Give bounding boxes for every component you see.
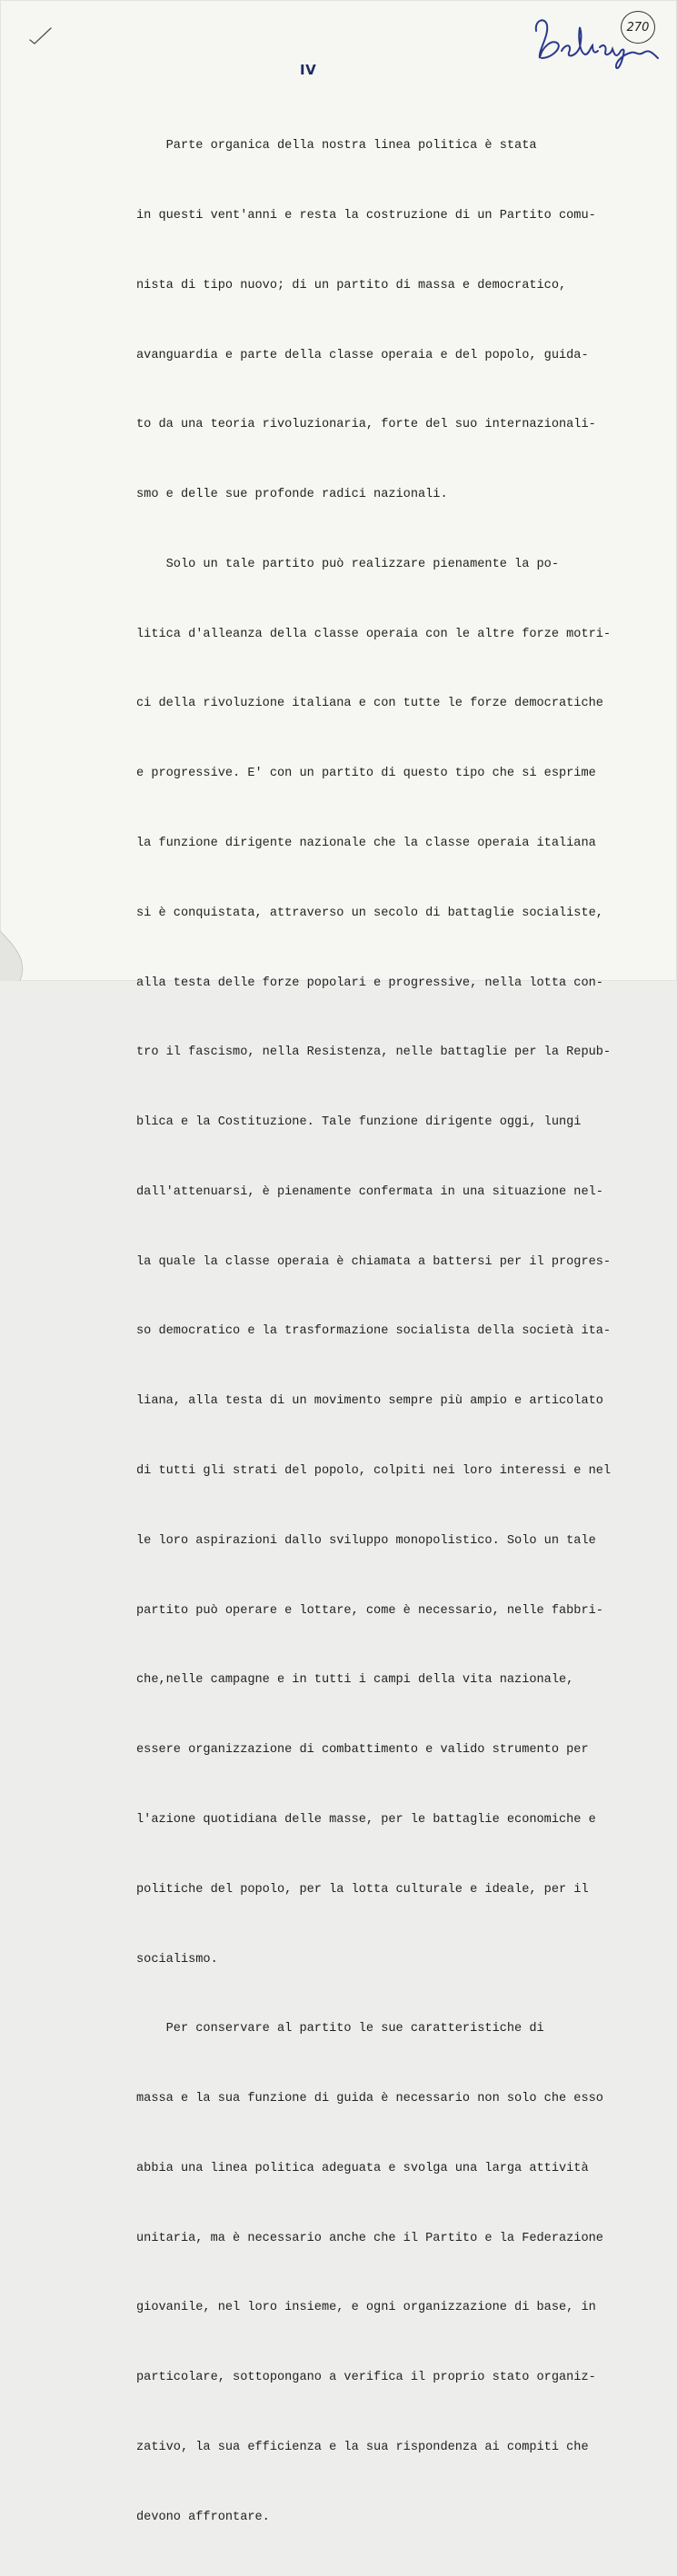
- text-line: Solo un tale partito può realizzare pienamente la po-: [136, 557, 559, 571]
- text-line: in questi vent'anni e resta la costruzione di un Partito comu-: [136, 208, 596, 223]
- page-corner-curl: [0, 931, 45, 981]
- text-line: si è conquistata, attraverso un secolo di battaglie socialiste,: [136, 906, 603, 920]
- text-line: particolare, sottopongano a verifica il proprio stato organiz-: [136, 2371, 596, 2385]
- text-line: e progressive. E' con un partito di questo tipo che si esprime: [136, 767, 596, 781]
- page-number: 270: [621, 11, 655, 44]
- section-mark: IV: [300, 62, 317, 78]
- text-line: politiche del popolo, per la lotta culturale e ideale, per il: [136, 1882, 589, 1897]
- text-line: smo e delle sue profonde radici nazionali.: [136, 488, 448, 502]
- text-line: tro il fascismo, nella Resistenza, nelle battaglie per la Repub-: [136, 1045, 612, 1060]
- text-line: la quale la classe operaia è chiamata a battersi per il progres-: [136, 1254, 612, 1269]
- text-line: to da una teoria rivoluzionaria, forte del suo internazionali-: [136, 418, 596, 432]
- text-line: so democratico e la trasformazione socialista della società ita-: [136, 1324, 612, 1339]
- text-line: la funzione dirigente nazionale che la classe operaia italiana: [136, 837, 596, 850]
- text-line: che,nelle campagne e in tutti i campi della vita nazionale,: [136, 1673, 574, 1688]
- body-text: [136, 88, 672, 2576]
- text-line: devono affrontare.: [136, 2510, 270, 2524]
- text-line: di tutti gli strati del popolo, colpiti nei loro interessi e nel: [136, 1464, 612, 1479]
- checkmark-icon: [27, 25, 55, 49]
- text-line: partito può operare e lottare, come è necessario, nelle fabbri-: [136, 1603, 603, 1618]
- text-line: nista di tipo nuovo; di un partito di massa e democratico,: [136, 278, 567, 292]
- text-line: massa e la sua funzione di guida è necessario non solo che esso: [136, 2092, 603, 2106]
- text-line: alla testa delle forze popolari e progressive, nella lotta con-: [136, 976, 603, 990]
- text-line: abbia una linea politica adeguata e svolga una larga attività: [136, 2161, 589, 2175]
- text-line: Per conservare al partito le sue caratteristiche di: [136, 2022, 544, 2036]
- text-line: zativo, la sua efficienza e la sua rispondenza ai compiti che: [136, 2440, 589, 2454]
- text-line: dall'attenuarsi, è pienamente confermata in una situazione nel-: [136, 1184, 603, 1199]
- text-line: essere organizzazione di combattimento e valido strumento per: [136, 1743, 589, 1758]
- text-line: blica e la Costituzione. Tale funzione dirigente oggi, lungi: [136, 1115, 582, 1130]
- text-line: Parte organica della nostra linea politica è stata: [136, 139, 537, 154]
- text-line: giovanile, nel loro insieme, e ogni organizzazione di base, in: [136, 2301, 596, 2315]
- text-line: ci della rivoluzione italiana e con tutte le forze democratiche: [136, 697, 603, 711]
- text-line: unitaria, ma è necessario anche che il Partito e la Federazione: [136, 2231, 603, 2245]
- text-line: socialismo.: [136, 1952, 218, 1967]
- text-line: liana, alla testa di un movimento sempre più ampio e articolato: [136, 1394, 603, 1409]
- text-line: le loro aspirazioni dallo sviluppo monopolistico. Solo un tale: [136, 1533, 596, 1548]
- text-line: l'azione quotidiana delle masse, per le battaglie economiche e: [136, 1812, 596, 1827]
- text-line: avanguardia e parte della classe operaia e del popolo, guida-: [136, 348, 589, 362]
- text-line: litica d'alleanza della classe operaia con le altre forze motri-: [136, 627, 612, 641]
